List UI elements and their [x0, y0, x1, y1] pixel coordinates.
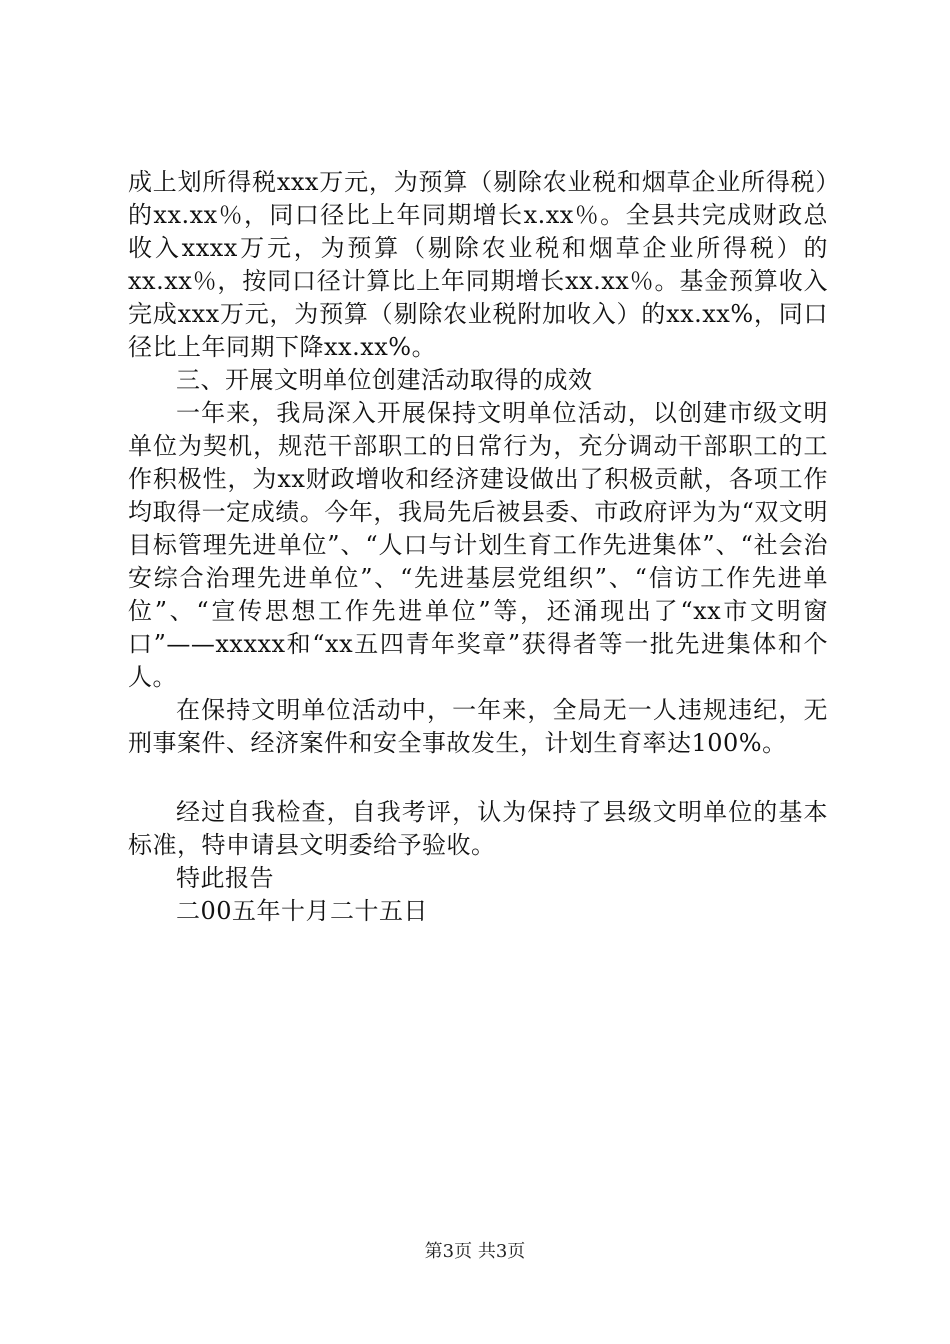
page-number: 第3页 共3页 [424, 1241, 526, 1262]
document-body [128, 166, 828, 928]
paragraph-spacer [128, 760, 828, 796]
document-date: 二00五年十月二十五日 [176, 897, 429, 925]
section-heading: 三、开展文明单位创建活动取得的成效 [176, 366, 593, 394]
closing-phrase: 特此报告 [176, 864, 274, 892]
paragraph-discipline: 在保持文明单位活动中，一年来，全局无一人违规违纪，无刑事案件、经济案件和安全事故发生，计划生育率达100%。 [128, 696, 828, 757]
paragraph-achievements: 一年来，我局深入开展保持文明单位活动，以创建市级文明单位为契机，规范干部职工的日常行为，充分调动干部职工的工作积极性，为xx财政增收和经济建设做出了积极贡献，各项工作均取得一定成绩。今年，我局先后被县委、市政府评为为“双文明目标管理先进单位”、“人口与计划生育工作先进集体”、“社会治安综合治理先进单位”、“先进基层党组织”、“信访工作先进单位”、“宣传思想工作先进单位”等，还涌现出了“xx市文明窗口”——xxxxx和“xx五四青年奖章”获得者等一批先进集体和个人。 [128, 399, 828, 691]
paragraph-conclusion: 经过自我检查，自我考评，认为保持了县级文明单位的基本标准，特申请县文明委给予验收。 [128, 798, 828, 859]
paragraph-budget-revenue: 成上划所得税xxx万元，为预算（剔除农业税和烟草企业所得税）的xx.xx％，同口径比上年同期增长x.xx％。全县共完成财政总收入xxxx万元，为预算（剔除农业税和烟草企业所得税）的xx.xx％，按同口径计算比上年同期增长xx.xx％。基金预算收入完成xxx万元，为预算（剔除农业税附加收入）的xx.xx%，同口径比上年同期下降xx.xx%。 [128, 168, 828, 361]
